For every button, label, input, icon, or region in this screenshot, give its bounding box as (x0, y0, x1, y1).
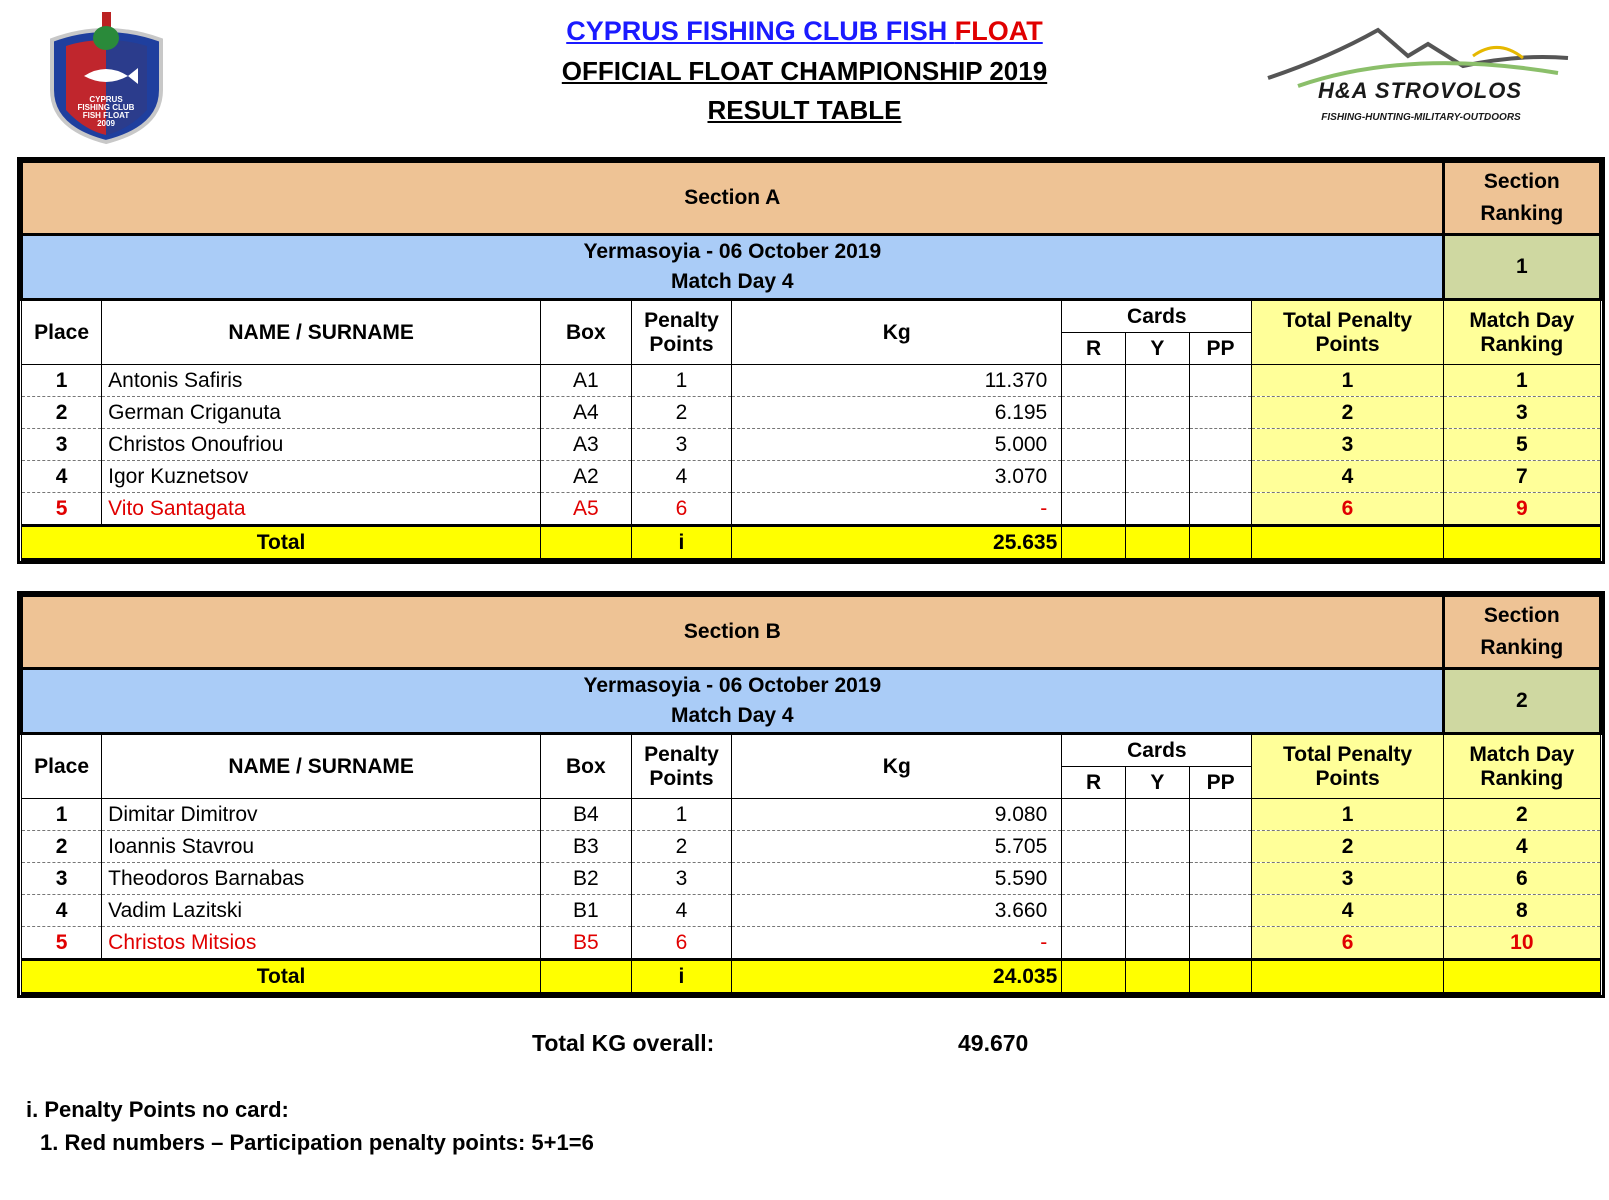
penalty-cell: 2 (631, 397, 732, 429)
result-table-title: RESULT TABLE (707, 95, 902, 125)
place-cell: 1 (22, 799, 102, 831)
penalty-cell: 1 (631, 799, 732, 831)
col-box: Box (541, 300, 631, 365)
card-pp-cell (1189, 461, 1252, 493)
card-pp-cell (1189, 927, 1252, 960)
card-r-cell (1062, 927, 1126, 960)
table-row (22, 799, 1601, 831)
name-cell: Christos Mitsios (102, 927, 541, 960)
table-row (22, 927, 1601, 960)
place-cell: 2 (22, 397, 102, 429)
box-cell: B2 (541, 863, 631, 895)
match-day-ranking-cell: 4 (1443, 831, 1600, 863)
col-card-y: Y (1126, 767, 1190, 799)
section-ranking-value: 1 (1443, 235, 1600, 300)
card-y-cell (1125, 429, 1189, 461)
card-pp-cell (1189, 365, 1252, 397)
card-pp-cell (1189, 397, 1252, 429)
card-r-cell (1062, 895, 1126, 927)
name-cell: German Criganuta (102, 397, 541, 429)
total-penalty-cell: 6 (1252, 927, 1443, 960)
total-penalty-cell: 1 (1252, 799, 1443, 831)
kg-cell: 5.590 (732, 863, 1062, 895)
kg-cell: 5.705 (732, 831, 1062, 863)
card-y-cell (1125, 461, 1189, 493)
table-row (22, 863, 1601, 895)
box-cell: A3 (541, 429, 631, 461)
note-heading: i. Penalty Points no card: (26, 1097, 289, 1122)
overall-kg-label: Total KG overall: (532, 1030, 715, 1056)
penalty-cell: 4 (631, 895, 732, 927)
name-cell: Christos Onoufriou (102, 429, 541, 461)
place-cell: 4 (22, 461, 102, 493)
match-day-ranking-cell: 6 (1443, 863, 1600, 895)
total-label: Total (22, 526, 541, 560)
sponsor-name: H&A STROVOLOS (1317, 78, 1523, 103)
venue-text: Yermasoyia - 06 October 2019 (583, 674, 882, 697)
box-cell: B3 (541, 831, 631, 863)
main-title-blue: CYPRUS FISHING CLUB FISH (566, 16, 955, 46)
place-cell: 1 (22, 365, 102, 397)
penalty-cell: 2 (631, 831, 732, 863)
col-card-r: R (1062, 333, 1126, 365)
name-cell: Ioannis Stavrou (102, 831, 541, 863)
place-cell: 2 (22, 831, 102, 863)
card-r-cell (1062, 863, 1126, 895)
card-pp-cell (1189, 895, 1252, 927)
section-b-table (20, 594, 1602, 995)
col-total-penalty: Total Penalty Points (1252, 734, 1443, 799)
col-match-day-ranking: Match Day Ranking (1443, 734, 1600, 799)
col-box: Box (541, 734, 631, 799)
total-penalty-cell: 2 (1252, 397, 1443, 429)
penalty-cell: 4 (631, 461, 732, 493)
table-row (22, 493, 1601, 526)
col-card-r: R (1062, 767, 1126, 799)
col-cards: Cards (1062, 300, 1252, 333)
place-cell: 3 (22, 863, 102, 895)
total-penalty-cell: 2 (1252, 831, 1443, 863)
club-logo (44, 10, 169, 148)
kg-cell: 9.080 (732, 799, 1062, 831)
section-ranking-value: 2 (1443, 669, 1600, 734)
box-cell: A1 (541, 365, 631, 397)
box-cell: B5 (541, 927, 631, 960)
card-pp-cell (1189, 493, 1252, 526)
match-day-ranking-cell: 5 (1443, 429, 1600, 461)
col-card-pp: PP (1189, 767, 1252, 799)
place-cell: 3 (22, 429, 102, 461)
kg-cell: 3.070 (732, 461, 1062, 493)
card-r-cell (1062, 493, 1126, 526)
card-y-cell (1126, 799, 1190, 831)
col-kg: Kg (732, 734, 1062, 799)
match-day-ranking-cell: 7 (1443, 461, 1600, 493)
section-ranking-header: Section Ranking (1443, 596, 1600, 669)
match-day-ranking-cell: 10 (1443, 927, 1600, 960)
name-cell: Dimitar Dimitrov (102, 799, 541, 831)
card-r-cell (1062, 461, 1126, 493)
card-r-cell (1062, 365, 1126, 397)
penalty-cell: 3 (631, 429, 732, 461)
match-day-ranking-cell: 3 (1443, 397, 1600, 429)
match-day-text: Match Day 4 (671, 704, 794, 727)
name-cell: Vadim Lazitski (102, 895, 541, 927)
total-kg: 24.035 (732, 960, 1062, 994)
card-pp-cell (1189, 799, 1252, 831)
club-logo-text-2: FISHING CLUB (77, 103, 135, 112)
club-logo-text-3: FISH FLOAT (82, 111, 130, 120)
card-r-cell (1062, 831, 1126, 863)
name-cell: Antonis Safiris (102, 365, 541, 397)
total-kg: 25.635 (732, 526, 1062, 560)
kg-cell: 5.000 (732, 429, 1062, 461)
overall-kg-value: 49.670 (958, 1030, 1029, 1056)
col-place: Place (22, 300, 102, 365)
penalty-cell: 3 (631, 863, 732, 895)
section-ranking-header: Section Ranking (1443, 162, 1600, 235)
total-penalty-marker: i (631, 526, 732, 560)
total-penalty-cell: 3 (1252, 429, 1443, 461)
table-row (22, 895, 1601, 927)
col-name: NAME / SURNAME (102, 300, 541, 365)
place-cell: 5 (22, 493, 102, 526)
col-total-penalty: Total Penalty Points (1252, 300, 1443, 365)
section-title: Section A (22, 162, 1444, 235)
match-day-ranking-cell: 8 (1443, 895, 1600, 927)
total-penalty-cell: 4 (1252, 895, 1443, 927)
total-penalty-cell: 3 (1252, 863, 1443, 895)
col-kg: Kg (732, 300, 1062, 365)
total-row (22, 526, 1601, 560)
col-name: NAME / SURNAME (102, 734, 541, 799)
section-title: Section B (22, 596, 1444, 669)
total-penalty-cell: 4 (1252, 461, 1443, 493)
note-item: 1. Red numbers – Participation penalty points: 5+1=6 (40, 1130, 594, 1155)
match-day-text: Match Day 4 (671, 270, 794, 293)
total-label: Total (22, 960, 541, 994)
card-r-cell (1062, 799, 1126, 831)
total-penalty-marker: i (631, 960, 732, 994)
venue-date (22, 235, 1444, 300)
place-cell: 5 (22, 927, 102, 960)
col-card-pp: PP (1189, 333, 1252, 365)
penalty-cell: 6 (631, 927, 732, 960)
table-row (22, 461, 1601, 493)
card-y-cell (1125, 365, 1189, 397)
name-cell: Theodoros Barnabas (102, 863, 541, 895)
venue-date (22, 669, 1444, 734)
card-pp-cell (1189, 863, 1252, 895)
section-a-table (20, 160, 1602, 561)
penalty-cell: 6 (631, 493, 732, 526)
card-y-cell (1126, 895, 1190, 927)
col-penalty: Penalty Points (631, 300, 732, 365)
col-card-y: Y (1125, 333, 1189, 365)
box-cell: A4 (541, 397, 631, 429)
kg-cell: 11.370 (732, 365, 1062, 397)
card-r-cell (1062, 429, 1126, 461)
kg-cell: 3.660 (732, 895, 1062, 927)
card-y-cell (1126, 831, 1190, 863)
name-cell: Vito Santagata (102, 493, 541, 526)
kg-cell: - (732, 927, 1062, 960)
card-y-cell (1125, 397, 1189, 429)
total-row (22, 960, 1601, 994)
card-y-cell (1126, 927, 1190, 960)
sponsor-tagline: FISHING-HUNTING-MILITARY-OUTDOORS (1321, 112, 1521, 123)
table-row (22, 831, 1601, 863)
name-cell: Igor Kuznetsov (102, 461, 541, 493)
match-day-ranking-cell: 9 (1443, 493, 1600, 526)
table-row (22, 365, 1601, 397)
col-match-day-ranking: Match Day Ranking (1443, 300, 1600, 365)
total-penalty-cell: 6 (1252, 493, 1443, 526)
match-day-ranking-cell: 2 (1443, 799, 1600, 831)
box-cell: B1 (541, 895, 631, 927)
box-cell: B4 (541, 799, 631, 831)
championship-title: OFFICIAL FLOAT CHAMPIONSHIP 2019 (561, 56, 1048, 86)
table-row (22, 397, 1601, 429)
card-y-cell (1125, 493, 1189, 526)
card-r-cell (1062, 397, 1126, 429)
card-pp-cell (1189, 429, 1252, 461)
box-cell: A2 (541, 461, 631, 493)
box-cell: A5 (541, 493, 631, 526)
penalty-cell: 1 (631, 365, 732, 397)
col-place: Place (22, 734, 102, 799)
match-day-ranking-cell: 1 (1443, 365, 1600, 397)
main-title-red: FLOAT (954, 16, 1043, 46)
card-y-cell (1126, 863, 1190, 895)
place-cell: 4 (22, 895, 102, 927)
col-penalty: Penalty Points (631, 734, 732, 799)
kg-cell: - (732, 493, 1062, 526)
card-pp-cell (1189, 831, 1252, 863)
col-cards: Cards (1062, 734, 1252, 767)
venue-text: Yermasoyia - 06 October 2019 (583, 240, 882, 263)
club-logo-text-4: 2009 (97, 119, 115, 128)
kg-cell: 6.195 (732, 397, 1062, 429)
table-row (22, 429, 1601, 461)
club-logo-text-1: CYPRUS (89, 95, 123, 104)
total-penalty-cell: 1 (1252, 365, 1443, 397)
